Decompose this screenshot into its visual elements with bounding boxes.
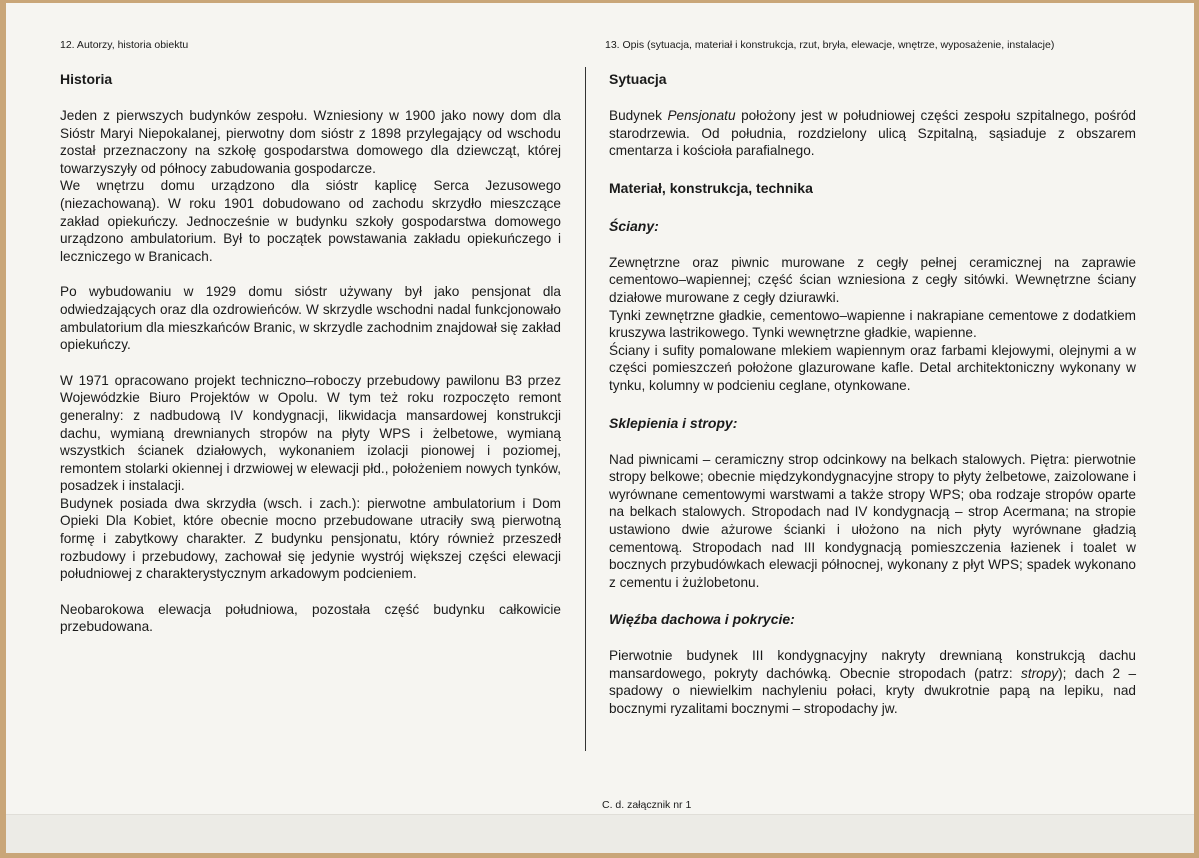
history-paragraph: Po wybudowaniu w 1929 domu sióstr używany był jako pensjonat dla odwiedzających oraz dla ozdrowieńców. W skrzydle wschodni nadal funkcjonowało ambulatorium dla mieszkańców Branic, w skrzydle zachodnim znajdował się zakład opiekuńczy. — [60, 284, 561, 353]
history-paragraph: Neobarokowa elewacja południowa, pozostała część budynku całkowicie przebudowana. — [60, 601, 561, 635]
walls-paragraph: Zewnętrzne oraz piwnic murowane z cegły pełnej ceramicznej na zaprawie cementowo–wapiennej; część ścian wzniesiona z cegły sitówki. Wewnętrzne ściany działowe murowane z cegły dziurawki. — [609, 254, 1136, 305]
right-column-header: 13. Opis (sytuacja, materiał i konstrukcja, rzut, bryła, elewacje, wnętrze, wyposażenie, instalacje) — [605, 39, 1055, 51]
situation-title: Sytuacja — [609, 71, 667, 87]
history-column — [60, 69, 561, 636]
ceilings-paragraph: Nad piwnicami – ceramiczny strop odcinkowy na belkach stalowych. Piętra: pierwotnie stropy belkowe; obecnie międzykondygnacyjne stropy to płyty żelbetowe, zaizolowane i wyrównane cementowymi warstwami a także stropy WPS; oba rodzaje stropów oparte na belkach stalowych. Stropodach nad IV kondygnacją – strop Acermana; na stropie ustawiono dwie ażurowe ścianki i ułożono na nich płyty wyrównane gładzią cementową. Stropodach nad III kondygnacją pomieszczenia łazienek i toalet w bocznych przybudówkach elewacji północnej, wykonany z płyt WPS; spadek wykonano z cementu i żużlobetonu. — [609, 451, 1136, 590]
walls-paragraph: Tynki zewnętrzne gładkie, cementowo–wapienne i nakrapiane cementowe z dodatkiem kruszywa lastrikowego. Tynki wewnętrzne gładkie, wapienne. — [609, 307, 1136, 341]
roof-paragraph: Pierwotnie budynek III kondygnacyjny nakryty drewnianą konstrukcją dachu mansardowego, pokryty dachówką. Obecnie stropodach (patrz: stropy); dach 2 – spadowy o niewielkim nachyleniu połaci, kryty dwukrotnie papą na lepiku, nad bocznymi ryzalitami bocznymi – stropodachy jw. — [609, 648, 1137, 717]
situation-building-name: Pensjonatu — [667, 108, 736, 123]
ceilings-title: Sklepienia i stropy: — [609, 414, 738, 431]
page-footer: C. d. załącznik nr 1 — [602, 799, 692, 811]
history-title: Historia — [60, 71, 113, 87]
history-paragraph: We wnętrzu domu urządzono dla sióstr kaplicę Serca Jezusowego (niezachowaną). W roku 1901 dobudowano od zachodu skrzydło mieszczące zakład opiekuńczy. Jednocześnie w budynku szkoły gospodarstwa domowego urządzono ambulatorium. Był to początek powstawania zakładu opiekuńczego i leczniczego w Branicach. — [60, 178, 561, 264]
walls-paragraph: Ściany i sufity pomalowane mlekiem wapiennym oraz farbami klejowymi, olejnymi a w części pomieszczeń położone glazurowane kafle. Detal architektoniczny wykonany w tynku, kolumny w podcieniu ceglane, otynkowane. — [609, 342, 1136, 393]
left-column-header: 12. Autorzy, historia obiektu — [60, 39, 189, 51]
situation-paragraph: Budynek Pensjonatu położony jest w południowej części zespołu szpitalnego, pośród starodrzewia. Od południa, rozdzielony ulicą Szpitalną, sąsiaduje z obszarem cmentarza i kościoła parafialnego. — [609, 108, 1136, 159]
description-column — [609, 69, 1136, 718]
history-paragraph: W 1971 opracowano projekt techniczno–roboczy przebudowy pawilonu B3 przez Wojewódzkie Biuro Projektów w Opolu. W tym też roku rozpoczęto remont generalny: z nadbudową IV kondygnacji, likwidacja mansardowej konstrukcji dachu, wymianą drewnianych stropów na płyty WPS i żelbetowe, wymianą wszystkich ścianek działowych, wykonaniem izolacji pionowej i poziomej, remontem stolarki okiennej i drzwiowej w elewacji płd., położeniem nowych tynków, posadzek i instalacji. — [60, 372, 561, 494]
bottom-band — [6, 814, 1194, 853]
roof-title: Więźba dachowa i pokrycie: — [609, 611, 795, 628]
history-paragraph: Budynek posiada dwa skrzydła (wsch. i zach.): pierwotne ambulatorium i Dom Opieki Dla Kobiet, które obecnie mocno przebudowane utraciły swą pierwotną formę i zabytkowy charakter. Z budynku pensjonatu, który również przeszedł rozbudowy i przebudowy, zachował się jedynie wystrój większej części elewacji południowej z charakterystycznym arkadowym podcieniem. — [60, 495, 561, 582]
material-title: Materiał, konstrukcja, technika — [609, 179, 813, 196]
history-paragraph: Jeden z pierwszych budynków zespołu. Wzniesiony w 1900 jako nowy dom dla Sióstr Maryi Niepokalanej, pierwotny dom sióstr z 1898 przylegający od wschodu został przeznaczony na szkołę gospodarstwa domowego dla dziewcząt, której towarzyszyły od północy zabudowania gospodarcze. — [60, 108, 561, 176]
column-divider — [585, 67, 586, 751]
document-page — [6, 3, 1194, 853]
roof-reference: stropy — [1021, 665, 1059, 681]
walls-title: Ściany: — [609, 217, 659, 234]
